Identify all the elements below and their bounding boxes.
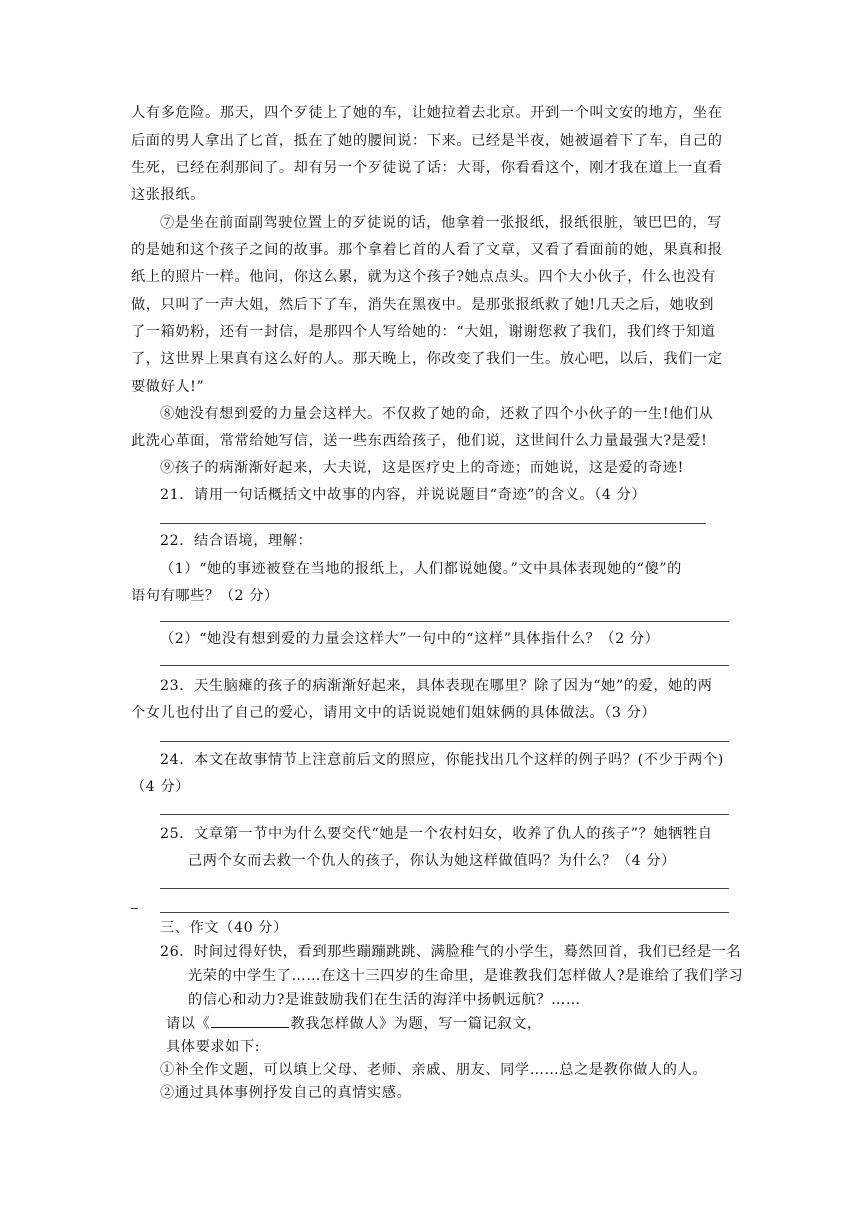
stray-dash	[131, 908, 138, 909]
passage-line: 纸上的照片一样。他问，你这么累，就为这个孩子?她点点头。四个大小伙子，什么也没有	[131, 269, 716, 285]
passage-line: 人有多危险。那天，四个歹徒上了她的车，让她拉着去北京。开到一个叫文安的地方，坐在	[131, 105, 723, 121]
question-22-1-cont: 语句有哪些？（2 分）	[131, 588, 279, 604]
question-26: 26．时间过得好快，看到那些蹦蹦跳跳、满脸稚气的小学生，蓦然回首，我们已经是一名	[160, 944, 742, 960]
question-26-cont: 光荣的中学生了……在这十三四岁的生命里，是谁教我们怎样做人?是谁给了我们学习	[188, 968, 744, 984]
passage-line: ⑧她没有想到爱的力量会这样大。不仅救了她的命，还救了四个小伙子的一生!他们从	[160, 406, 714, 422]
answer-line[interactable]	[160, 523, 706, 524]
title-prefix: 请以《	[166, 1016, 211, 1032]
passage-line: 了，这世界上果真有这么好的人。那天晚上，你改变了我们一生。放心吧，以后，我们一定	[131, 351, 723, 367]
passage-line: ⑦是坐在前面副驾驶位置上的歹徒说的话，他拿着一张报纸，报纸很脏，皱巴巴的，写	[160, 215, 722, 231]
question-25-cont: 己两个女而去救一个仇人的孩子，你认为她这样做值吗？为什么？（4 分）	[188, 853, 676, 869]
question-22-1: （1）“她的事迹被登在当地的报纸上，人们都说她傻。”文中具体表现她的“傻”的	[160, 561, 682, 577]
answer-line[interactable]	[160, 665, 729, 666]
answer-line[interactable]	[160, 814, 729, 815]
passage-line: 的是她和这个孩子之间的故事。那个拿着匕首的人看了文章，又看了看面前的她，果真和报	[131, 242, 723, 258]
question-21: 21．请用一句话概括文中故事的内容，并说说题目“奇迹”的含义。（4 分）	[160, 487, 647, 503]
answer-line[interactable]	[160, 741, 729, 742]
section-heading: 三、作文（40 分）	[160, 920, 288, 936]
question-24-cont: （4 分）	[131, 779, 191, 795]
passage-line: 这张报纸。	[131, 187, 205, 203]
passage-line: ⑨孩子的病渐渐好起来，大夫说，这是医疗史上的奇迹；而她说，这是爱的奇迹!	[160, 460, 684, 476]
requirement-1: ①补全作文题，可以填上父母、老师、亲戚、朋友、同学……总之是教你做人的人。	[160, 1062, 708, 1078]
answer-line[interactable]	[160, 888, 729, 889]
passage-line: 生死，已经在刹那间了。却有另一个歹徒说了话：大哥，你看看这个，刚才我在道上一直看	[131, 160, 723, 176]
title-suffix: 教我怎样做人》为题，写一篇记叙文，	[290, 1016, 542, 1032]
passage-line: 后面的男人拿出了匕首，抵在了她的腰间说：下来。已经是半夜，她被逼着下了车，自己的	[131, 133, 723, 149]
title-blank[interactable]	[211, 1013, 289, 1028]
passage-line: 了一箱奶粉，还有一封信，是那四个人写给她的：“大姐，谢谢您救了我们，我们终于知道	[131, 324, 716, 340]
answer-line[interactable]	[160, 621, 729, 622]
essay-title-instruction	[166, 1013, 542, 1034]
question-25: 25．文章第一节中为什么要交代“她是一个农村妇女，收养了仇人的孩子”？她牺牲自	[160, 826, 713, 842]
question-23: 23．天生脑瘫的孩子的病渐渐好起来，具体表现在哪里？除了因为“她”的爱，她的两	[160, 678, 713, 694]
question-23-cont: 个女儿也付出了自己的爱心，请用文中的话说说她们姐妹俩的具体做法。（3 分）	[131, 705, 657, 721]
requirements-heading: 具体要求如下:	[166, 1039, 261, 1055]
question-22-2: （2）“她没有想到爱的力量会这样大”一句中的“这样”具体指什么？（2 分）	[160, 631, 660, 647]
passage-line: 要做好人!”	[131, 379, 205, 395]
question-22: 22．结合语境，理解：	[160, 533, 313, 549]
passage-line: 做，只叫了一声大姐，然后下了车，消失在黑夜中。是那张报纸救了她!几天之后，她收到	[131, 297, 715, 313]
requirement-2: ②通过具体事例抒发自己的真情实感。	[160, 1085, 412, 1101]
question-24: 24．本文在故事情节上注意前后文的照应，你能找出几个这样的例子吗？(不少于两个)	[160, 752, 724, 768]
answer-line[interactable]	[160, 912, 729, 913]
passage-line: 此洗心革面，常常给她写信，送一些东西给孩子，他们说，这世间什么力量最强大?是爱!	[131, 433, 708, 449]
question-26-cont: 的信心和动力?是谁鼓励我们在生活的海洋中扬帆远航？……	[188, 992, 581, 1008]
